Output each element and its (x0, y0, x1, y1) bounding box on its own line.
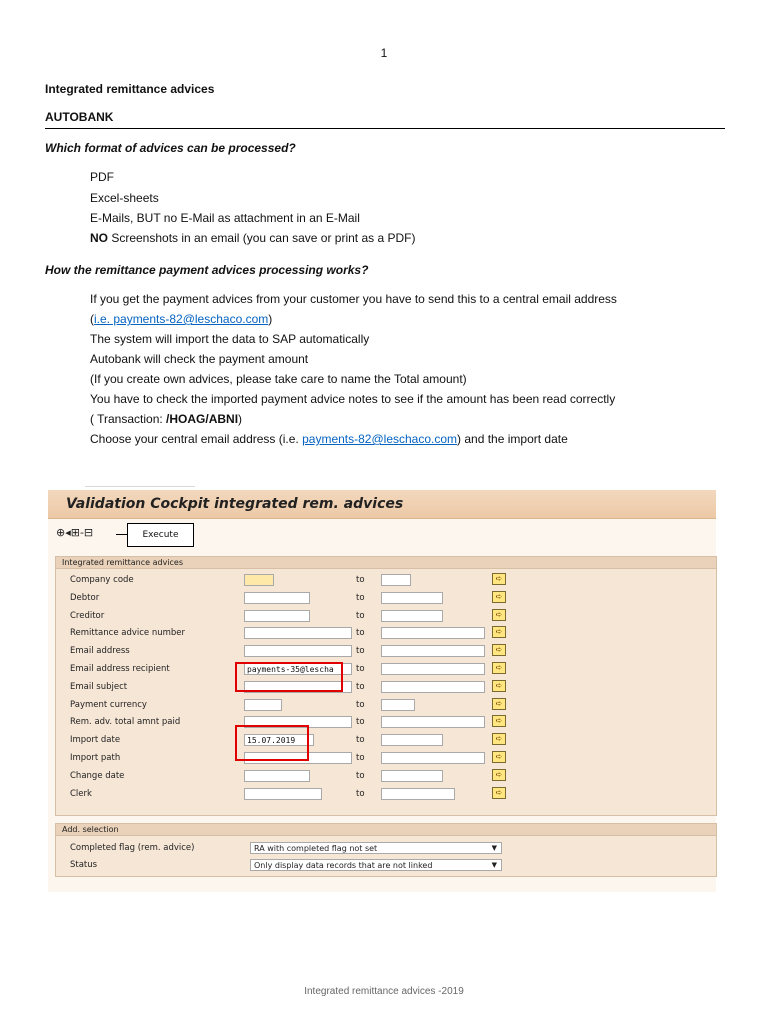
field-label: Debtor (70, 592, 100, 603)
completed-flag-select[interactable]: RA with completed flag not set ▼ (250, 842, 502, 854)
email-link[interactable]: i.e. payments-82@leschaco.com (94, 312, 269, 326)
multiple-selection-arrow-icon[interactable]: ➪ (492, 769, 506, 781)
field-label: Email subject (70, 681, 128, 692)
format-item: PDF (90, 170, 114, 184)
multiple-selection-arrow-icon[interactable]: ➪ (492, 662, 506, 674)
highlight-box-email (235, 662, 343, 692)
multiple-selection-arrow-icon[interactable]: ➪ (492, 680, 506, 692)
to-input[interactable] (381, 610, 443, 622)
step-text: (If you create own advices, please take care to name the Total amount) (90, 372, 467, 386)
format-item-no-screenshots: NO Screenshots in an email (you can save or print as a PDF) (90, 231, 416, 245)
question-processing: How the remittance payment advices processing works? (45, 263, 369, 277)
format-item: E-Mails, BUT no E-Mail as attachment in an E-Mail (90, 211, 360, 225)
from-input[interactable] (244, 592, 310, 604)
to-input[interactable] (381, 645, 485, 657)
to-label: to (356, 575, 365, 585)
to-input[interactable] (381, 592, 443, 604)
field-label: Creditor (70, 610, 105, 621)
to-label: to (356, 592, 365, 603)
sap-title-bar (48, 490, 716, 519)
to-label: to (356, 753, 365, 763)
multiple-selection-arrow-icon[interactable]: ➪ (492, 698, 506, 710)
step-text: The system will import the data to SAP automatically (90, 332, 370, 346)
multiple-selection-arrow-icon[interactable]: ➪ (492, 644, 506, 656)
step-text: (i.e. payments-82@leschaco.com) (90, 312, 273, 326)
sap-title: Validation Cockpit integrated rem. advices (66, 496, 404, 512)
to-label: to (356, 664, 365, 674)
question-formats: Which format of advices can be processed? (45, 141, 296, 155)
divider (85, 486, 195, 487)
step-text: If you get the payment advices from your customer you have to send this to a central email address (90, 292, 617, 306)
to-input[interactable] (381, 574, 411, 586)
to-label: to (356, 628, 365, 639)
step-text: ( Transaction: /HOAG/ABNI) (90, 412, 243, 426)
to-input[interactable] (381, 699, 415, 711)
chevron-down-icon: ▼ (491, 844, 497, 852)
to-label: to (356, 717, 365, 728)
multiple-selection-arrow-icon[interactable]: ➪ (492, 787, 506, 799)
multiple-selection-arrow-icon[interactable]: ➪ (492, 573, 506, 585)
selection-group-integrated (55, 556, 717, 816)
field-label: Email address (70, 646, 130, 657)
to-label: to (356, 699, 365, 710)
selection-group-add (55, 823, 717, 877)
field-label: Clerk (70, 788, 92, 799)
callout-line (116, 534, 127, 535)
to-input[interactable] (381, 627, 485, 639)
to-input[interactable] (381, 788, 455, 800)
field-label: Remittance advice number (70, 628, 186, 639)
to-label: to (356, 770, 365, 781)
from-input[interactable] (244, 574, 274, 586)
group-header: Add. selection (56, 824, 716, 836)
field-label: Change date (70, 770, 125, 781)
multiple-selection-arrow-icon[interactable]: ➪ (492, 715, 506, 727)
add-label: Completed flag (rem. advice) (70, 843, 195, 853)
sap-screenshot (48, 490, 716, 892)
to-input[interactable] (381, 681, 485, 693)
to-input[interactable] (381, 752, 485, 764)
highlight-box-import-date (235, 725, 309, 761)
field-label: Company code (70, 575, 134, 585)
field-label: Import path (70, 753, 121, 763)
from-input[interactable]: 15.07.2019 (244, 734, 314, 746)
step-text: Choose your central email address (i.e. payments-82@leschaco.com) and the import date (90, 432, 568, 446)
step-text: You have to check the imported payment advice notes to see if the amount has been read correctly (90, 392, 616, 406)
execute-callout: Execute (127, 523, 194, 547)
chevron-down-icon: ▼ (491, 861, 497, 869)
group-header: Integrated remittance advices (56, 557, 716, 569)
to-input[interactable] (381, 663, 485, 675)
from-input[interactable] (244, 645, 352, 657)
to-label: to (356, 610, 365, 621)
multiple-selection-arrow-icon[interactable]: ➪ (492, 626, 506, 638)
from-input[interactable] (244, 770, 310, 782)
from-input[interactable]: payments-35@lescha (244, 663, 352, 675)
section-heading: AUTOBANK (45, 110, 114, 124)
to-input[interactable] (381, 770, 443, 782)
to-label: to (356, 735, 365, 746)
from-input[interactable] (244, 627, 352, 639)
from-input[interactable] (244, 699, 282, 711)
multiple-selection-arrow-icon[interactable]: ➪ (492, 591, 506, 603)
multiple-selection-arrow-icon[interactable]: ➪ (492, 733, 506, 745)
status-select[interactable]: Only display data records that are not linked ▼ (250, 859, 502, 871)
field-label: Rem. adv. total amnt paid (70, 717, 181, 728)
field-label: Import date (70, 735, 121, 746)
field-label: Email address recipient (70, 664, 170, 674)
page-footer: Integrated remittance advices -2019 (304, 986, 464, 997)
multiple-selection-arrow-icon[interactable]: ➪ (492, 609, 506, 621)
multiple-selection-arrow-icon[interactable]: ➪ (492, 751, 506, 763)
step-text: Autobank will check the payment amount (90, 352, 309, 366)
toolbar-icons[interactable]: ⊕◂⊞-⊟ (56, 526, 94, 539)
to-input[interactable] (381, 734, 443, 746)
to-input[interactable] (381, 716, 485, 728)
divider (45, 128, 725, 129)
field-label: Payment currency (70, 699, 147, 710)
add-label: Status (70, 860, 98, 870)
to-label: to (356, 681, 365, 692)
from-input[interactable] (244, 610, 310, 622)
email-link[interactable]: payments-82@leschaco.com (302, 432, 458, 446)
page-number: 1 (380, 46, 388, 60)
to-label: to (356, 646, 365, 657)
from-input[interactable] (244, 788, 322, 800)
format-item: Excel-sheets (90, 191, 159, 205)
document-title: Integrated remittance advices (45, 82, 215, 96)
to-label: to (356, 788, 365, 799)
